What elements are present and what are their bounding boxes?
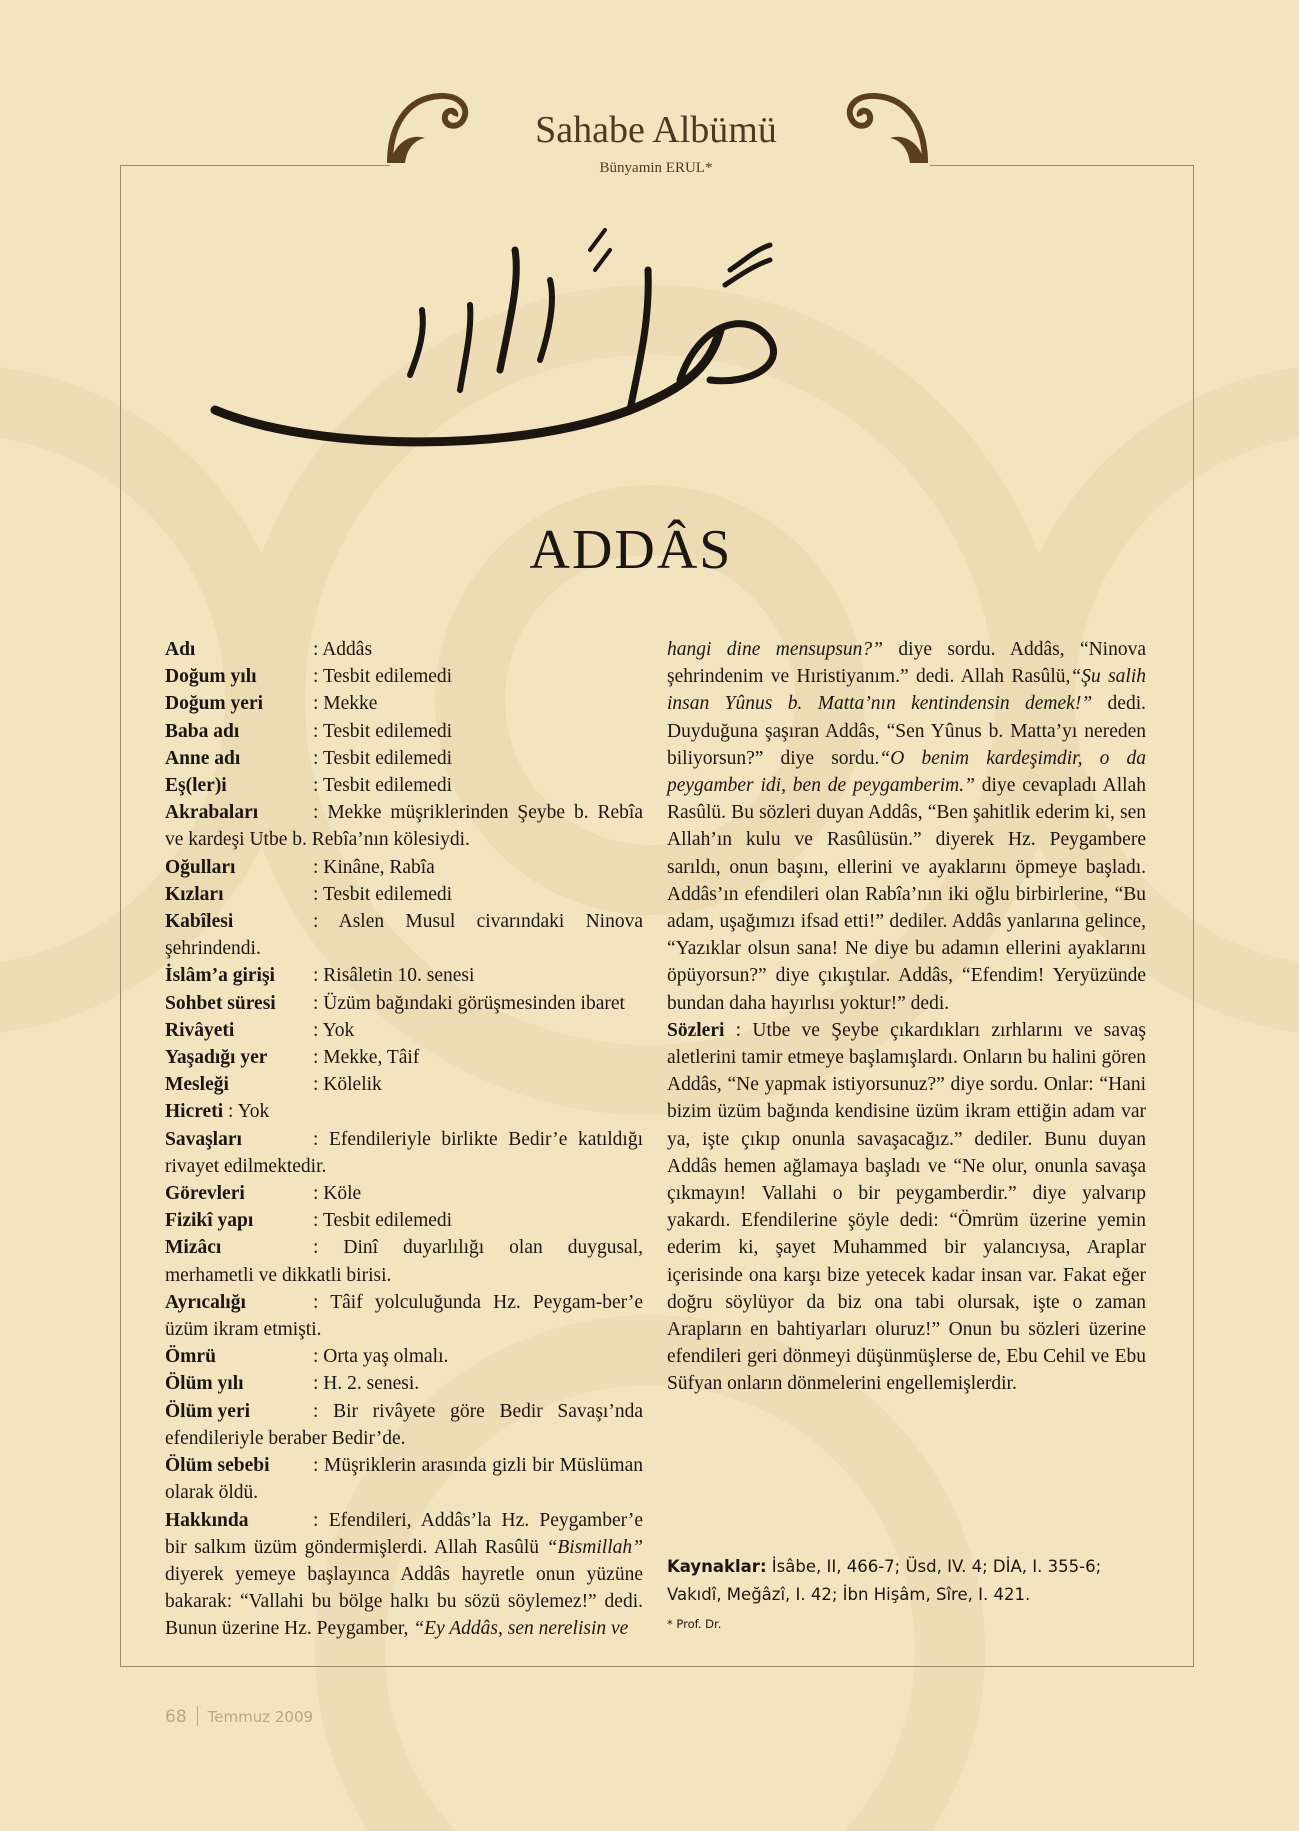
info-value-italic: hangi dine mensupsun?” xyxy=(667,639,884,660)
info-value: : Risâletin 10. senesi xyxy=(313,965,475,987)
info-value: : Müşriklerin arasında gizli bir Müslüman olarak öldü. xyxy=(165,1455,643,1504)
info-entry xyxy=(165,1398,643,1452)
info-value: : Dinî duyarlılığı olan duygusal, merhametli ve dikkatli birisi. xyxy=(165,1237,643,1286)
info-label: Ölüm yılı xyxy=(165,1373,244,1395)
info-value: : Tâif yolculuğunda Hz. Peygam-ber’e üzüm ikram etmişti. xyxy=(165,1291,643,1341)
info-entry xyxy=(165,1507,643,1643)
info-value: : Aslen Musul civarındaki Ninova şehrindendi. xyxy=(165,911,643,960)
info-value: : Mekke müşriklerinden Şeybe b. Rebîa ve kardeşi Utbe b. Rebîa’nın kölesiydi. xyxy=(165,802,643,851)
info-column-left xyxy=(165,636,643,1643)
info-label: Ömrü xyxy=(165,1346,216,1368)
page-footer xyxy=(165,1706,313,1727)
sources-text: İsâbe, II, 466-7; Üsd, IV. 4; DİA, I. 355-6; Vakıdî, Meğâzî, I. 42; İbn Hişâm, Sîre, I. 421. xyxy=(667,1557,1102,1604)
info-value: : Tesbit edilemedi xyxy=(313,775,453,797)
info-value: : Köle xyxy=(313,1183,362,1205)
info-value: diye sordu. Addâs, “Ninova şehrindenim ve Hıristiyanım.” dedi. Allah Rasûlü, xyxy=(667,639,1147,688)
info-value: : Efendileri, Addâs’la Hz. Peygamber’e bir salkım üzüm göndermişlerdi. Allah Rasûlü xyxy=(165,1509,643,1558)
article-title: ADDÂS xyxy=(529,519,733,581)
info-row xyxy=(165,854,643,881)
info-row xyxy=(165,718,643,745)
info-row xyxy=(165,1207,643,1234)
info-label: Ölüm yeri xyxy=(165,1400,251,1422)
info-label: Ölüm sebebi xyxy=(165,1455,270,1477)
info-value: : Mekke, Tâif xyxy=(313,1047,420,1069)
author-name: Bünyamin ERUL* xyxy=(599,160,713,176)
info-label: İslâm’a girişi xyxy=(165,965,275,987)
info-entry xyxy=(165,1234,643,1288)
footnote: * Prof. Dr. xyxy=(667,1617,722,1631)
info-label: Sohbet süresi xyxy=(165,992,276,1014)
section-title: Sahabe Albümü xyxy=(535,109,777,151)
sources-label: Kaynaklar: xyxy=(667,1557,767,1576)
info-entry xyxy=(165,1098,643,1125)
info-entry xyxy=(667,1017,1146,1398)
info-label: Yaşadığı yer xyxy=(165,1047,268,1069)
info-row xyxy=(165,962,643,989)
info-value: : Orta yaş olmalı. xyxy=(313,1346,449,1368)
info-label: Savaşları xyxy=(165,1128,242,1150)
info-label: Akrabaları xyxy=(165,802,259,824)
info-row xyxy=(165,663,643,690)
info-label: Anne adı xyxy=(165,747,241,769)
info-label: Mesleği xyxy=(165,1074,229,1096)
info-row xyxy=(165,1370,643,1397)
info-value: : Tesbit edilemedi xyxy=(313,747,453,769)
info-label: Doğum yeri xyxy=(165,693,264,715)
info-label: Rivâyeti xyxy=(165,1019,235,1041)
info-value: : Utbe ve Şeybe çıkardıkları zırhlarını ve savaş aletlerini tamir etmeye başlamışlardı. Onların bu halini gören Addâs, “Ne yapmak istiyorsunuz?” diye sordu. Onlar: “Hani bizim üzüm bağında kendisine üzüm ikram ettiğin adam var ya, işte çıkıp onunla savaşacağız.” dediler. Bunu duyan Addâs hemen ağlamaya başladı ve “Ne olur, onunla savaşa çıkmayın! Vallahi o bir peygamberdir.” diye yalvarıp yakardı. Efendilerine şöyle dedi: “Ömrüm üzerine yemin ederim ki, şayet Muhammed bir yalancıysa, Araplar içerisinde ona karşı bize yetecek kadar insan var. Fakat eğer doğru söylüyor da biz ona tabi olursak, işte o zaman Arapların en bahtiyarları oluruz!” Onun bu sözleri üzerine efendileri geri dönmeyi düşünmüşlerse de, Ebu Cehil ve Ebu Süfyan onların dönmelerini engellemişlerdir. xyxy=(667,1019,1146,1395)
info-row xyxy=(165,745,643,772)
info-value: : Tesbit edilemedi xyxy=(313,720,453,742)
info-label: Ayrıcalığı xyxy=(165,1291,246,1313)
info-column-right xyxy=(667,636,1146,1398)
info-row xyxy=(165,1044,643,1071)
info-value: : Yok xyxy=(223,1101,270,1123)
info-value: : Üzüm bağındaki görüşmesinden ibaret xyxy=(313,992,625,1014)
info-label: Fizikî yapı xyxy=(165,1210,254,1232)
info-row xyxy=(165,1180,643,1207)
info-label: Adı xyxy=(165,639,196,660)
info-value: : Mekke xyxy=(313,693,378,715)
info-value-italic: “Ey Addâs, sen nerelisin ve xyxy=(413,1618,629,1640)
info-label: Oğulları xyxy=(165,856,236,878)
info-label: Kabîlesi xyxy=(165,911,234,933)
info-value: : Efendileriyle birlikte Bedir’e katıldığı rivayet edilmektedir. xyxy=(165,1128,643,1177)
info-value-italic: “O benim kardeşimdir, o da peygamber idi, ben de peygamberim.” xyxy=(667,747,1146,797)
info-value: : Bir rivâyete göre Bedir Savaşı’nda efendileriyle beraber Bedir’de. xyxy=(165,1400,643,1449)
info-label: Sözleri xyxy=(667,1019,725,1041)
info-row xyxy=(165,636,643,663)
info-label: Mizâcı xyxy=(165,1237,222,1259)
info-value: : Addâs xyxy=(313,639,373,660)
info-entry xyxy=(165,1452,643,1506)
info-value-italic: “Şu salih insan Yûnus b. Matta’nın kentindensin demek!” xyxy=(667,666,1146,715)
info-entry xyxy=(165,908,643,962)
info-label: Hicreti xyxy=(165,1101,224,1123)
info-label: Kızları xyxy=(165,883,224,905)
info-label: Eş(ler)i xyxy=(165,775,227,797)
info-entry xyxy=(165,1289,643,1343)
info-label: Hakkında xyxy=(165,1509,249,1531)
info-entry xyxy=(165,799,643,853)
page-number: 68 xyxy=(165,1707,187,1727)
info-value: : Tesbit edilemedi xyxy=(313,1210,453,1232)
info-row xyxy=(165,690,643,717)
info-row xyxy=(165,772,643,799)
info-value: dedi. Duyduğuna şaşıran Addâs, “Sen Yûnus b. Matta’yı nereden biliyorsun?” diye sordu. xyxy=(667,693,1147,769)
info-value: : Kölelik xyxy=(313,1074,382,1096)
arabic-calligraphy-icon xyxy=(210,210,850,460)
info-entry xyxy=(165,1126,643,1180)
info-row xyxy=(165,1071,643,1098)
info-value: : Tesbit edilemedi xyxy=(313,666,453,688)
info-value-italic: “Bismillah” xyxy=(546,1536,643,1558)
info-value: diye cevapladı Allah Rasûlü. Bu sözleri duyan Addâs, “Ben şahitlik ederim ki, sen Allah’ın kulu ve Rasûlüsün.” diyerek Hz. Peygambere sarıldı, onun başını, ellerini ve ayaklarını öpmeye başladı. Addâs’ın efendileri olan Rabîa’nın iki oğlu birbirlerine, “Bu adam, uşağımızı ifsad etti!” dediler. Addâs yanlarına gelince, “Yazıklar olsun sana! Ne diye bu adamın ellerini ayaklarını öpüyorsun?” diye çıkıştılar. Addâs, “Efendim! Yeryüzünde bundan daha hayırlısı yoktur!” dedi. xyxy=(667,775,1146,1014)
info-value: diyerek yemeye başlayınca Addâs hayretle onun yüzüne bakarak: “Vallahi bu bölge halkı bu sözü söylemez!” dedi. Bunun üzerine Hz. Peygamber, xyxy=(165,1563,643,1640)
info-row xyxy=(165,1343,643,1370)
info-row xyxy=(165,881,643,908)
info-label: Görevleri xyxy=(165,1183,245,1205)
info-label: Doğum yılı xyxy=(165,666,257,688)
info-value: : Tesbit edilemedi xyxy=(313,883,453,905)
info-row xyxy=(165,1017,643,1044)
info-value: : Yok xyxy=(313,1019,355,1041)
issue-date: Temmuz 2009 xyxy=(207,1708,314,1726)
info-label: Baba adı xyxy=(165,720,240,742)
footer-separator xyxy=(197,1706,198,1726)
info-value: : Kinâne, Rabîa xyxy=(313,856,435,878)
info-value: : H. 2. senesi. xyxy=(313,1373,420,1395)
sources xyxy=(667,1553,1157,1609)
info-entry xyxy=(165,990,643,1017)
info-entry-continued xyxy=(667,636,1146,1017)
